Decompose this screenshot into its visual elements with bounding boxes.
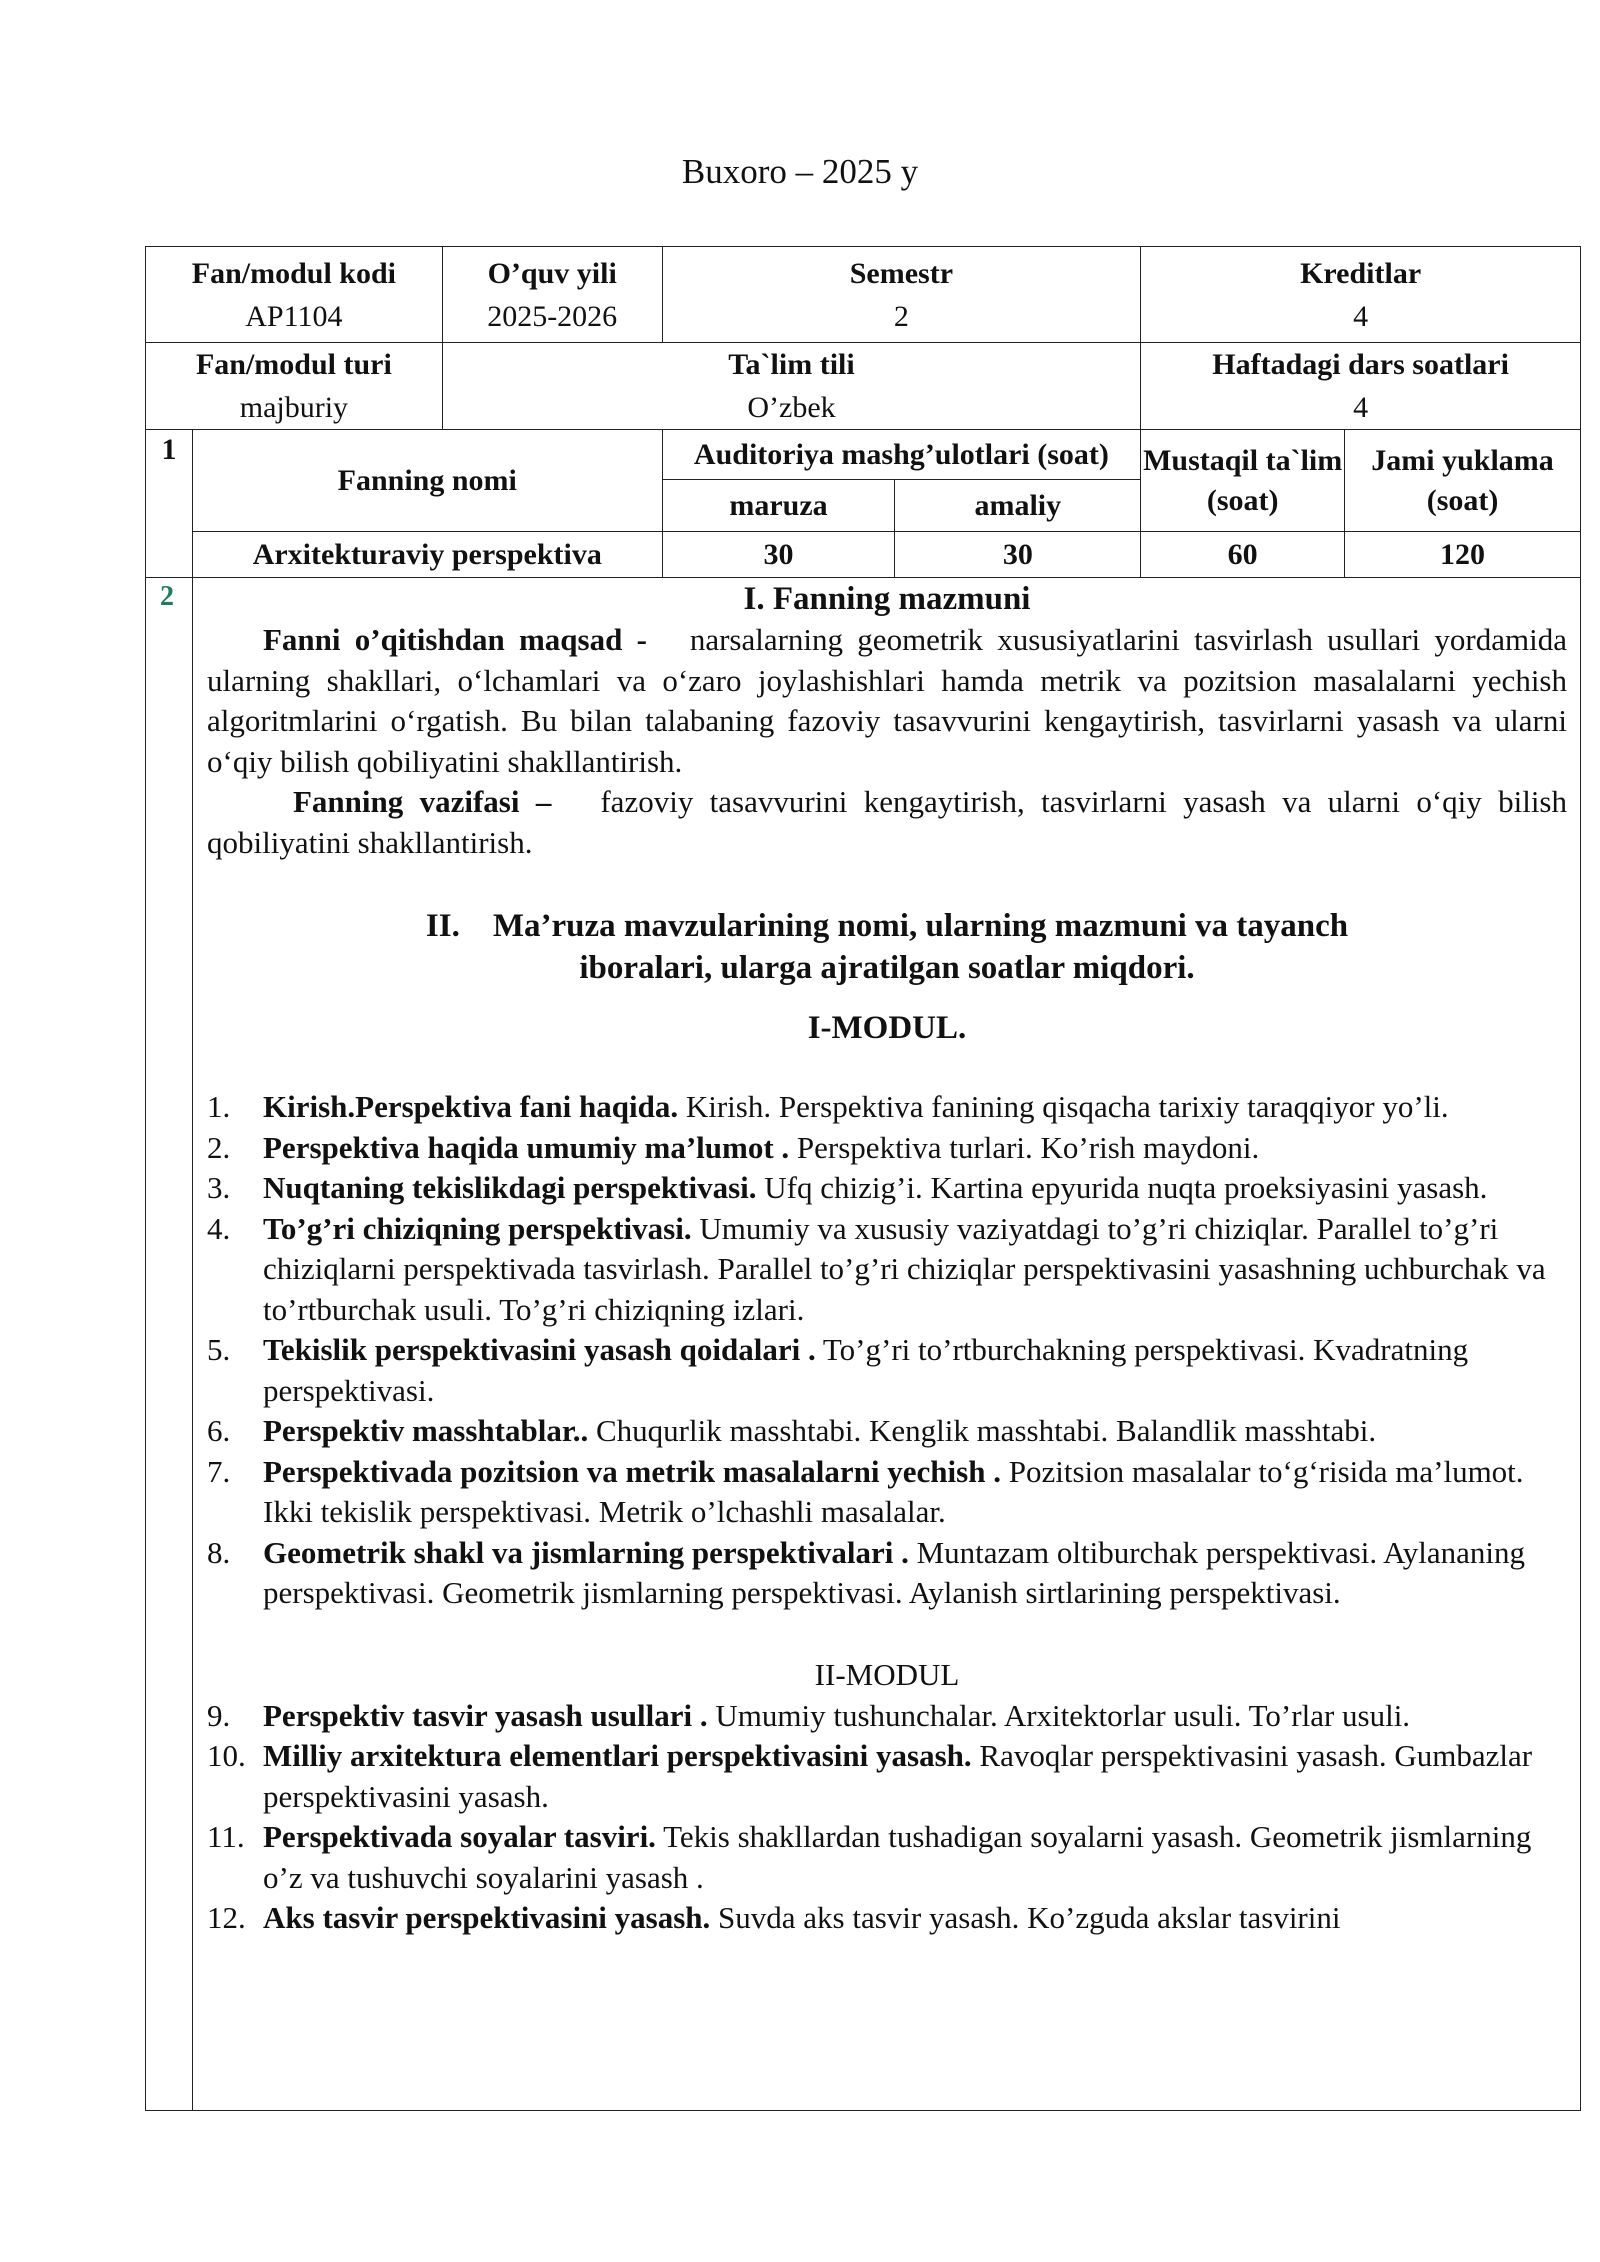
- topic-text: To’g’ri to’rtburchakning perspektivasi. Kvadratning perspektivasi.: [263, 1332, 1469, 1408]
- topic-number: 12.: [207, 1900, 246, 1935]
- task-text: fazoviy tasavvurini kengaytirish, tasvirlarni yasash va ularni o‘qiy bilish qobiliyatini shakllantirish.: [207, 784, 1567, 860]
- topic-item: [193, 1128, 1581, 1169]
- topic-number: 10.: [207, 1738, 246, 1773]
- task-label: Fanning vazifasi –: [293, 784, 552, 819]
- topic-item: [193, 1817, 1581, 1898]
- topic-title: Nuqtaning tekislikdagi perspektivasi.: [263, 1170, 757, 1205]
- topic-number: 2.: [207, 1129, 231, 1165]
- topic-number: 8.: [207, 1534, 231, 1570]
- goal-label: Fanni o’qitishdan maqsad -: [263, 622, 647, 657]
- topic-text: Ufq chizig’i. Kartina epyurida nuqta proeksiyasini yasash.: [764, 1170, 1488, 1205]
- topic-item: [193, 1736, 1581, 1817]
- topic-text: Umumiy va xususiy vaziyatdagi to’g’ri chiziqlar. Parallel to’g’ri chiziqlarni perspektivada tasvirlash. Parallel to’g’ri chiziqlar perspektivasini yasashning uchburchak va to’rtburchak usuli. To’g’ri chiziqning izlari.: [263, 1210, 1546, 1327]
- topic-number: 4.: [207, 1210, 231, 1246]
- topic-item: [193, 1209, 1581, 1331]
- independent-label: Mustaqil ta`lim (soat): [1141, 430, 1345, 532]
- topic-title: Kirish.Perspektiva fani haqida.: [263, 1089, 679, 1124]
- type-cell: [146, 343, 443, 430]
- practice-hours: 30: [895, 532, 1141, 578]
- lang-value: O’zbek: [747, 391, 836, 424]
- topic-number: 7.: [207, 1453, 231, 1489]
- topic-title: To’g’ri chiziqning perspektivasi.: [263, 1210, 692, 1246]
- topic-item: [193, 1898, 1581, 1939]
- goal-text: narsalarning geometrik xususiyatlarini tasvirlash usullari yordamida ularning shakllari, o‘lchamlari va o‘zaro joylashishlari hamda metrik va pozitsion masalalarni yechish algoritmlarini o‘rgatish. Bu bilan talabaning fazoviy tasavvurini kengaytirish, tasvirlarni yasash va ularni o‘qiy bilish qobiliyatini shakllantirish.: [207, 622, 1567, 779]
- practice-label: amaliy: [895, 480, 1141, 532]
- topic-number: 11.: [207, 1819, 245, 1854]
- code-cell: [146, 247, 443, 343]
- topic-text: Ravoqlar perspektivasini yasash. Gumbazlar perspektivasini yasash.: [263, 1738, 1533, 1814]
- weekly-cell: [1141, 343, 1581, 430]
- topic-number: 1.: [207, 1089, 231, 1124]
- topic-title: Perspektiv tasvir yasash usullari .: [263, 1697, 708, 1733]
- topic-title: Aks tasvir perspektivasini yasash.: [263, 1900, 711, 1935]
- subject-name: Arxitekturaviy perspektiva: [192, 532, 662, 578]
- semester-cell: [662, 247, 1141, 343]
- row-number-1: 1: [146, 430, 193, 578]
- topic-number: 6.: [207, 1413, 231, 1448]
- year-cell: [442, 247, 662, 343]
- topic-number: 3.: [207, 1170, 231, 1205]
- topic-number: 5.: [207, 1332, 231, 1367]
- section-1-title: I. Fanning mazmuni: [743, 581, 1031, 617]
- task-paragraph: [193, 782, 1581, 863]
- independent-hours: 60: [1141, 532, 1345, 578]
- lang-label: Ta`lim tili: [728, 348, 855, 381]
- credits-label: Kreditlar: [1300, 256, 1422, 290]
- module-1-title: I-MODUL.: [807, 1010, 967, 1046]
- type-label: Fan/modul turi: [195, 348, 392, 381]
- weekly-value: 4: [1353, 391, 1369, 424]
- topic-title: Tekislik perspektivasini yasash qoidalari .: [263, 1332, 816, 1367]
- year-label: O’quv yili: [487, 256, 617, 290]
- topic-title: Perspektiv masshtablar..: [263, 1413, 589, 1448]
- section-2-title-line1: Ma’ruza mavzularining nomi, ularning mazmuni va tayanch: [492, 908, 1349, 944]
- code-value: AP1104: [245, 299, 343, 333]
- topic-text: Pozitsion masalalar to‘g‘risida ma’lumot. Ikki tekislik perspektivasi. Metrik o’lchashli masalalar.: [263, 1453, 1524, 1529]
- page-title: Buxoro – 2025 y: [681, 152, 919, 191]
- topic-title: Geometrik shakl va jismlarning perspektivalari .: [263, 1534, 909, 1570]
- module-2-title: II-MODUL: [814, 1656, 960, 1692]
- lang-cell: [442, 343, 1140, 430]
- topic-item: [193, 1696, 1581, 1737]
- section-2-number: II.: [425, 908, 460, 944]
- year-value: 2025-2026: [487, 299, 618, 333]
- module-2-topics: [193, 1696, 1581, 1939]
- topic-text: Kirish. Perspektiva fanining qisqacha tarixiy taraqqiyor yo’li.: [685, 1089, 1449, 1124]
- lecture-hours: 30: [662, 532, 895, 578]
- content-cell: [192, 578, 1581, 2110]
- credits-value: 4: [1353, 299, 1369, 333]
- type-value: majburiy: [239, 391, 349, 424]
- code-label: Fan/modul kodi: [191, 256, 397, 290]
- topic-item: [193, 1168, 1581, 1209]
- info-table: [145, 246, 1581, 578]
- total-hours: 120: [1345, 532, 1581, 578]
- topic-item: [193, 1087, 1581, 1128]
- topic-item: [193, 1330, 1581, 1411]
- topic-title: Perspektiva haqida umumiy ma’lumot .: [263, 1129, 790, 1165]
- total-label: Jami yuklama (soat): [1345, 430, 1581, 532]
- row-number-2: 2: [160, 581, 174, 612]
- topic-title: Perspektivada soyalar tasviri.: [263, 1819, 656, 1854]
- name-label: Fanning nomi: [192, 430, 662, 532]
- semester-value: 2: [893, 299, 909, 333]
- topic-item: [193, 1533, 1581, 1614]
- topic-text: Chuqurlik masshtabi. Kenglik masshtabi. Balandlik masshtabi.: [595, 1413, 1377, 1448]
- section-2-title: [193, 905, 1581, 989]
- topic-text: Umumiy tushunchalar. Arxitektorlar usuli. To’rlar usuli.: [715, 1697, 1411, 1733]
- semester-label: Semestr: [849, 256, 954, 290]
- topic-text: Suvda aks tasvir yasash. Ko’zguda akslar tasvirini: [718, 1900, 1341, 1935]
- goal-paragraph: [193, 620, 1581, 782]
- topic-text: Perspektiva turlari. Ko’rish maydoni.: [796, 1129, 1260, 1165]
- module-1-topics: [193, 1087, 1581, 1614]
- topic-title: Milliy arxitektura elementlari perspektivasini yasash.: [263, 1738, 972, 1773]
- lecture-label: maruza: [662, 480, 895, 532]
- topic-number: 9.: [207, 1697, 231, 1733]
- topic-text: Muntazam oltiburchak perspektivasi. Aylananing perspektivasi. Geometrik jismlarning perspektivasi. Aylanish sirtlarining perspektivasi.: [263, 1534, 1525, 1610]
- section-2-title-line2: iboralari, ularga ajratilgan soatlar miqdori.: [579, 950, 1195, 986]
- auditorium-label: Auditoriya mashg’ulotlari (soat): [662, 430, 1141, 480]
- topic-item: [193, 1452, 1581, 1533]
- topic-title: Perspektivada pozitsion va metrik masalalarni yechish .: [263, 1453, 1001, 1489]
- topic-text: Tekis shakllardan tushadigan soyalarni yasash. Geometrik jismlarning o’z va tushuvchi soyalarini yasash .: [263, 1819, 1532, 1895]
- credits-cell: [1141, 247, 1581, 343]
- weekly-label: Haftadagi dars soatlari: [1212, 348, 1509, 381]
- topic-item: [193, 1411, 1581, 1452]
